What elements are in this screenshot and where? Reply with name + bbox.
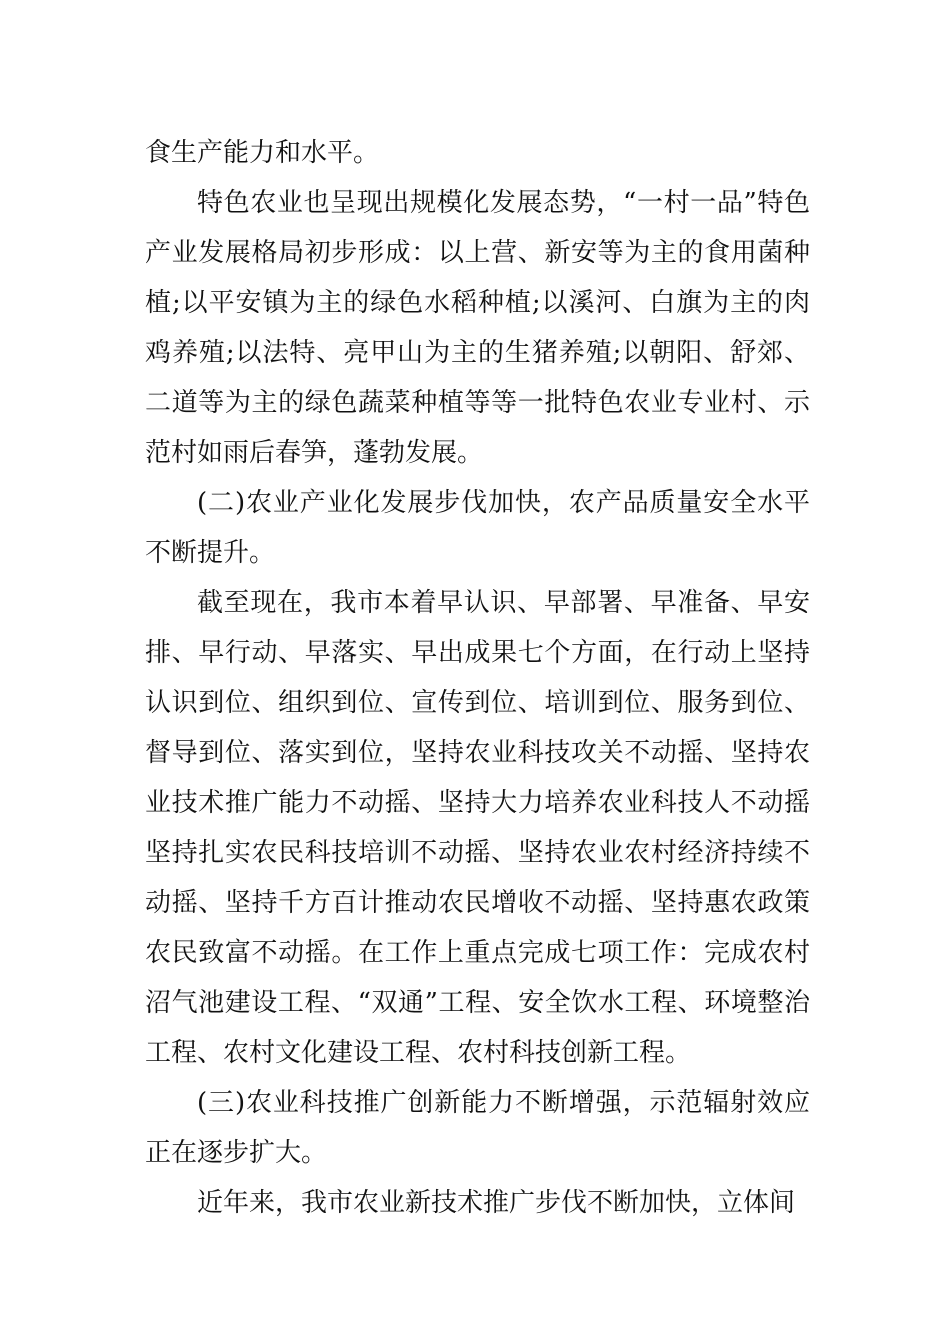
paragraph-specialty-agriculture: 特色农业也呈现出规模化发展态势，“一村一品”特色产业发展格局初步形成：以上营、新安等为主的食用菌种植;以平安镇为主的绿色水稻种植;以溪河、白旗为主的肉鸡养殖;以法特、亮甲山为主的生猪养殖;以朝阳、舒郊、二道等为主的绿色蔬菜种植等等一批特色农业专业村、示范村如雨后春笋，蓬勃发展。 <box>145 188 810 468</box>
paragraph-continuation: 食生产能力和水平。 <box>145 138 380 168</box>
section-heading-3: (三)农业科技推广创新能力不断增强，示范辐射效应正在逐步扩大。 <box>145 1088 810 1168</box>
paragraph-actions: 截至现在，我市本着早认识、早部署、早准备、早安排、早行动、早落实、早出成果七个方面，在行动上坚持认识到位、组织到位、宣传到位、培训到位、服务到位、督导到位、落实到位，坚持农业科技攻关不动摇、坚持农业技术推广能力不动摇、坚持大力培养农业科技人不动摇坚持扎实农民科技培训不动摇、坚持农业农村经济持续不动摇、坚持千方百计推动农民增收不动摇、坚持惠农政策农民致富不动摇。在工作上重点完成七项工作：完成农村沼气池建设工程、“双通”工程、安全饮水工程、环境整治工程、农村文化建设工程、农村科技创新工程。 <box>145 588 810 1068</box>
section-heading-2: (二)农业产业化发展步伐加快，农产品质量安全水平不断提升。 <box>145 488 810 568</box>
document-body <box>145 128 810 1228</box>
paragraph-recent-years: 近年来，我市农业新技术推广步伐不断加快，立体间 <box>197 1188 796 1218</box>
